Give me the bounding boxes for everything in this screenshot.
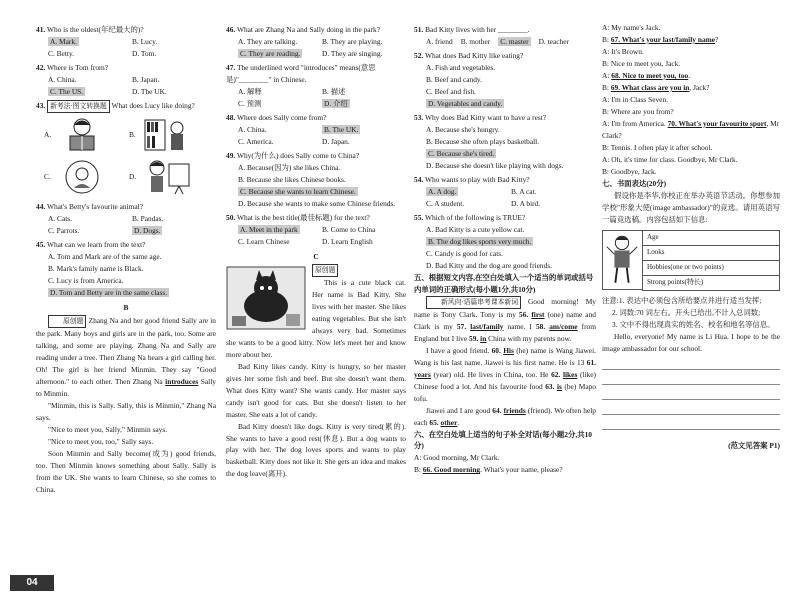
cat-icon <box>226 266 306 330</box>
question-50: 50. What is the best title(最佳标题) for the text? A. Meet in the park B. Come to China C. Learn Chinese D. Learn English <box>226 212 376 246</box>
question-53: 53. Why does Bad Kitty want to have a rest? A. Because she's hungry. B. Because she often plays basketball. C. Because she's tired. D. Because she doesn't like playing with dogs. <box>414 112 564 170</box>
question-48: 48. Where does Sally come from? A. China. B. The UK. C. America. D. Japan. <box>226 112 359 146</box>
writing-line[interactable] <box>602 400 780 415</box>
question-42: 42. Where is Tom from? A. China. B. Japan. C. The US. D. The UK. <box>36 62 167 96</box>
column-2: 46. What are Zhang Na and Sally doing in the park? A. They are talking. B. They are playing. C. They are reading. D. They are singing. 47. The underlined word "introduces" means(意思是)"________" in Chinese. A. 解释 B. 描述 C. 预测 D. 介绍 48. Where does Sally come from? A. China. B. The UK. C. America. D. Japan. 49. Why(为什么) does Sally come to China? A. Because(因为) she likes China. B. Because she likes Chinese books. C. Because she wants to learn Chinese. D. Because she wants to make some Chinese friends. 50. What is the best title(最佳标题) for the text? A. Meet in the park B. Come to China C. Learn Chinese D. Learn English C 原创题 This is a cute black cat. Her name is Bad Kitty. She lives with her master. She likes eating vegetables. But she isn't always very bad. Sometimes she wants to be a good kitty. Now let's meet her and know more about her. Bad Kitty likes candy. Kitty is hungry, so her master gives her some fish and beef. But she doesn't want them. What does Kitty want? She wants candy. Her master says candy isn't good for cats. But she doesn't listen to her master. She eats a lot of candy. Bad Kitty doesn't like dogs. Kitty is very tired(累的). She wants to have a good rest(休息). But a dog wants to play with her. The dog loves sports and wants to play basketball. Kitty does not like it. She gets an idea and makes the dog leave(离开). <box>226 25 406 479</box>
essay-start: Hello, everyone! My name is Li Hua. I hope to be the image ambassador for our school. <box>602 331 780 353</box>
notes: 注意:1. 表达中必须包含所给要点并进行适当发挥; 2. 词数:70 词左右。开头已给出,不计入总词数; 3. 文中不得出现真实的姓名、校名和地名等信息。 <box>602 295 775 329</box>
question-52: 52. What does Bad Kitty like eating? A. Fish and vegetables. B. Beef and candy. C. Beef and fish. D. Vegetables and candy. <box>414 50 524 108</box>
answer-68[interactable]: 68. Nice to meet you, too <box>611 70 689 80</box>
option-b-picture[interactable]: B. <box>129 115 208 155</box>
option-d-picture[interactable]: D. <box>129 157 208 197</box>
answer-63[interactable]: is <box>556 381 562 391</box>
writing-line[interactable] <box>602 355 780 370</box>
passage-b: 原创题 Zhang Na and her good friend Sally are in the park. Many boys and girls are in the park, too. Some are talking, and some are playing. Zhang Na and Sally are reading under a tree. Then Zhang Na hears a girl calling her. Oh! The girl is her friend Minmin. They say "Good afternoon." to each other. Then Zhang Na introduces Sally to Minmin. <box>36 315 216 398</box>
writing-line[interactable] <box>602 370 780 385</box>
section-c-heading: C <box>313 251 319 261</box>
question-46: 46. What are Zhang Na and Sally doing in the park? A. They are talking. B. They are playing. C. They are reading. D. They are singing. <box>226 25 383 58</box>
girl-singing-icon <box>56 158 108 196</box>
answer-reference: (范文见答案 P1) <box>728 440 780 450</box>
column-3: 51. Bad Kitty lives with her ________. A. friend B. mother C. master D. teacher 52. What does Bad Kitty like eating? A. Fish and vegetables. B. Beef and candy. C. Beef and fish. D. Vegetables and candy. 53. Why does Bad Kitty want to have a rest? A. Because she's hungry. B. Because she often plays basketball. C. Because she's tired. D. Because she doesn't like playing with dogs. 54. Who wants to play with Bad Kitty? A. A dog. B. A cat. C. A student. D. A bird. 55. Which of the following is TRUE? A. Bad Kitty is a cute yellow cat. B. The dog likes sports very much. C. Candy is good for cats. D. Bad Kitty and the dog are good friends. 五、根据短文内容,在空白处填入一个适当的单词或括号内单词的正确形式(每小题1分,共10分) 新风向·语篇串考课本新词 Good morning! My name is Tony Clark. Tony is my 56. first (one) name and Clark is my 57. last/family name. I 58. am/come from England but I live 59. in China with my parents now. I have a good friend. 60. His (he) name is Wang Jiawei. Wang is his last name. Jiawei is his first name. He is 13 61. years (year) old. He lives in China, too. He 62. likes (like) Chinese food a lot. And his favourite food 63. is (be) Mapo tofu. Jiawei and I are good 64. friends (friend). We often help each 65. other. 六、在空白处填上适当的句子补全对话(每小题2分,共10分) A: Good morning, Mr Clark. B: 66. Good morning. What's your name, please? <box>414 25 597 475</box>
answer-64[interactable]: friends <box>503 405 526 415</box>
answer-58[interactable]: am/come <box>549 321 578 331</box>
passage-c: 原创题 This is a cute black cat. Her name is Bad Kitty. She lives with her master. She likes eating vegetables. But she isn't always very bad. Sometimes she wants to be a good kitty. Now let's meet her and know more about her. <box>226 264 406 361</box>
boy-icon <box>603 231 641 289</box>
answer-65[interactable]: other <box>440 417 458 427</box>
question-44: 44. What's Betty's favourite animal? A. Cats. B. Pandas. C. Parrots. D. Dogs. <box>36 201 164 235</box>
question-51: 51. Bad Kitty lives with her ________. A. friend B. mother C. master D. teacher <box>414 25 569 46</box>
question-49: 49. Why(为什么) does Sally come to China? A. Because(因为) she likes China. B. Because she likes Chinese books. C. Because she wants to learn Chinese. D. Because she wants to make some Chinese friends. <box>226 150 396 208</box>
section-b-heading: B <box>123 302 129 312</box>
info-table: Age Looks Hobbies(one or two points) Strong points(特长) <box>602 230 780 291</box>
answer-59[interactable]: in <box>480 333 487 343</box>
question-47: 47. The underlined word "introduces" means(意思是)"________" in Chinese. A. 解释 B. 描述 C. 预测 D. 介绍 <box>226 62 376 108</box>
answer-69[interactable]: 69. What class are you in <box>610 82 690 92</box>
column-4: A: My name's Jack. B: 67. What's your last/family name? A: It's Brown. B: Nice to meet you, Jack. A: 68. Nice to meet you, too. B: 69. What class are you in, Jack? A: I'm in Class Seven. B: Where are you from? A: I'm from America. 70. What's your favourite sport, Mr Clark? B: Tennis. I often play it after school. A: Oh, it's time for class. Goodbye, Mr Clark. B: Goodbye, Jack. 七、书面表达(20分) 假设你是李华,你校正在举办英语节活动。你想参加学校"形象大使(image ambassador)"的竞选。请用英语写一篇竞选稿。内容包括如下信息: Age Looks Hobbies(one or two points) Strong points(特长) 注意:1. 表达中必须包含所给要点并进行适当发挥; 2. 词数:70 词左右。开头已给出,不计入总词数; 3. 文中不得出现真实的姓名、校名和地名等信息。 Hello, everyone! My name is Li Hua. I hope to be the image ambassador for our school. (范文见答案 P1) <box>602 23 780 450</box>
cloze-passage: 新风向·语篇串考课本新词 Good morning! My name is Tony Clark. Tony is my 56. first (one) name and Clark is my 57. last/family name. I 58. am/come from England but I live 59. in China with my parents now. <box>414 296 596 343</box>
answer-60[interactable]: His <box>503 345 514 355</box>
black-cat-picture <box>226 266 306 330</box>
question-45: 45. What can we learn from the text? A. Tom and Mark are of the same age. B. Mark's family name is Black. C. Lucy is from America. D. Tom and Betty are in the same class. <box>36 239 168 297</box>
answer-66[interactable]: 66. Good morning <box>422 465 481 475</box>
writing-line[interactable] <box>602 415 780 430</box>
question-41: 41. Who is the oldest(年纪最大的)? A. Mark. B. Lucy. C. Betty. D. Tom. <box>36 25 158 58</box>
page-number: 04 <box>10 575 54 591</box>
girl-drawing-icon <box>141 158 193 196</box>
section-7-heading: 七、书面表达(20分) <box>602 178 667 188</box>
girl-reading-icon <box>56 116 108 154</box>
writing-line[interactable] <box>602 385 780 400</box>
question-55: 55. Which of the following is TRUE? A. Bad Kitty is a cute yellow cat. B. The dog likes sports very much. C. Candy is good for cats. D. Bad Kitty and the dog are good friends. <box>414 212 553 270</box>
bookshelf-icon <box>141 116 193 154</box>
column-1: 41. Who is the oldest(年纪最大的)? A. Mark. B. Lucy. C. Betty. D. Tom. 42. Where is Tom from? A. China. B. Japan. C. The US. D. The UK. 43. 新考法·图文转换题 What does Lucy like doing? A. B. C. D. 44. What's Betty's favourite animal? A. Cats. B. Pandas. C. Parrots. D. Dogs. 45. What can we learn from the text? A. Tom and Mark are of the same age. B. Mark's family name is Black. C. Lucy is from America. D. Tom and Betty are in the same class. B 原创题 Zhang Na and her good friend Sally are in the park. Many boys and girls are in the park, too. Some are talking, and some are playing. Zhang Na and Sally are reading under a tree. Then Zhang Na hears a girl calling her. Oh! The girl is her friend Minmin. They say "Good afternoon." to each other. Then Zhang Na introduces Sally to Minmin. "Minmin, this is Sally. Sally, this is Minmin," Zhang Na says. "Nice to meet you, Sally," Minmin says. "Nice to meet you, too," Sally says. Soon Minmin and Sally become(成为) good friends, too. Then Minmin knows something about Sally. Sally is from the UK. She wants to learn Chinese, so she comes to China. <box>36 25 216 494</box>
answer-61[interactable]: years <box>414 369 431 379</box>
section-6-heading: 六、在空白处填上适当的句子补全对话(每小题2分,共10分) <box>414 429 592 451</box>
option-a-picture[interactable]: A. <box>44 115 123 155</box>
option-c-picture[interactable]: C. <box>44 157 123 197</box>
writing-prompt: 假设你是李华,你校正在举办英语节活动。你想参加学校"形象大使(image ambassador)"的竞选。请用英语写一篇竞选稿。内容包括如下信息: <box>602 190 780 224</box>
section-5-heading: 五、根据短文内容,在空白处填入一个适当的单词或括号内单词的正确形式(每小题1分,共10分) <box>414 272 594 294</box>
answer-70[interactable]: 70. What's your favourite sport <box>667 118 767 128</box>
answer-67[interactable]: 67. What's your last/family name <box>610 34 716 44</box>
question-54: 54. Who wants to play with Bad Kitty? A. A dog. B. A cat. C. A student. D. A bird. <box>414 174 541 208</box>
answer-62[interactable]: likes <box>562 369 578 379</box>
question-43: 43. 新考法·图文转换题 What does Lucy like doing? A. B. C. D. <box>36 100 216 199</box>
answer-57[interactable]: last/family <box>470 321 504 331</box>
boy-picture <box>602 230 642 290</box>
answer-56[interactable]: first <box>531 309 545 319</box>
